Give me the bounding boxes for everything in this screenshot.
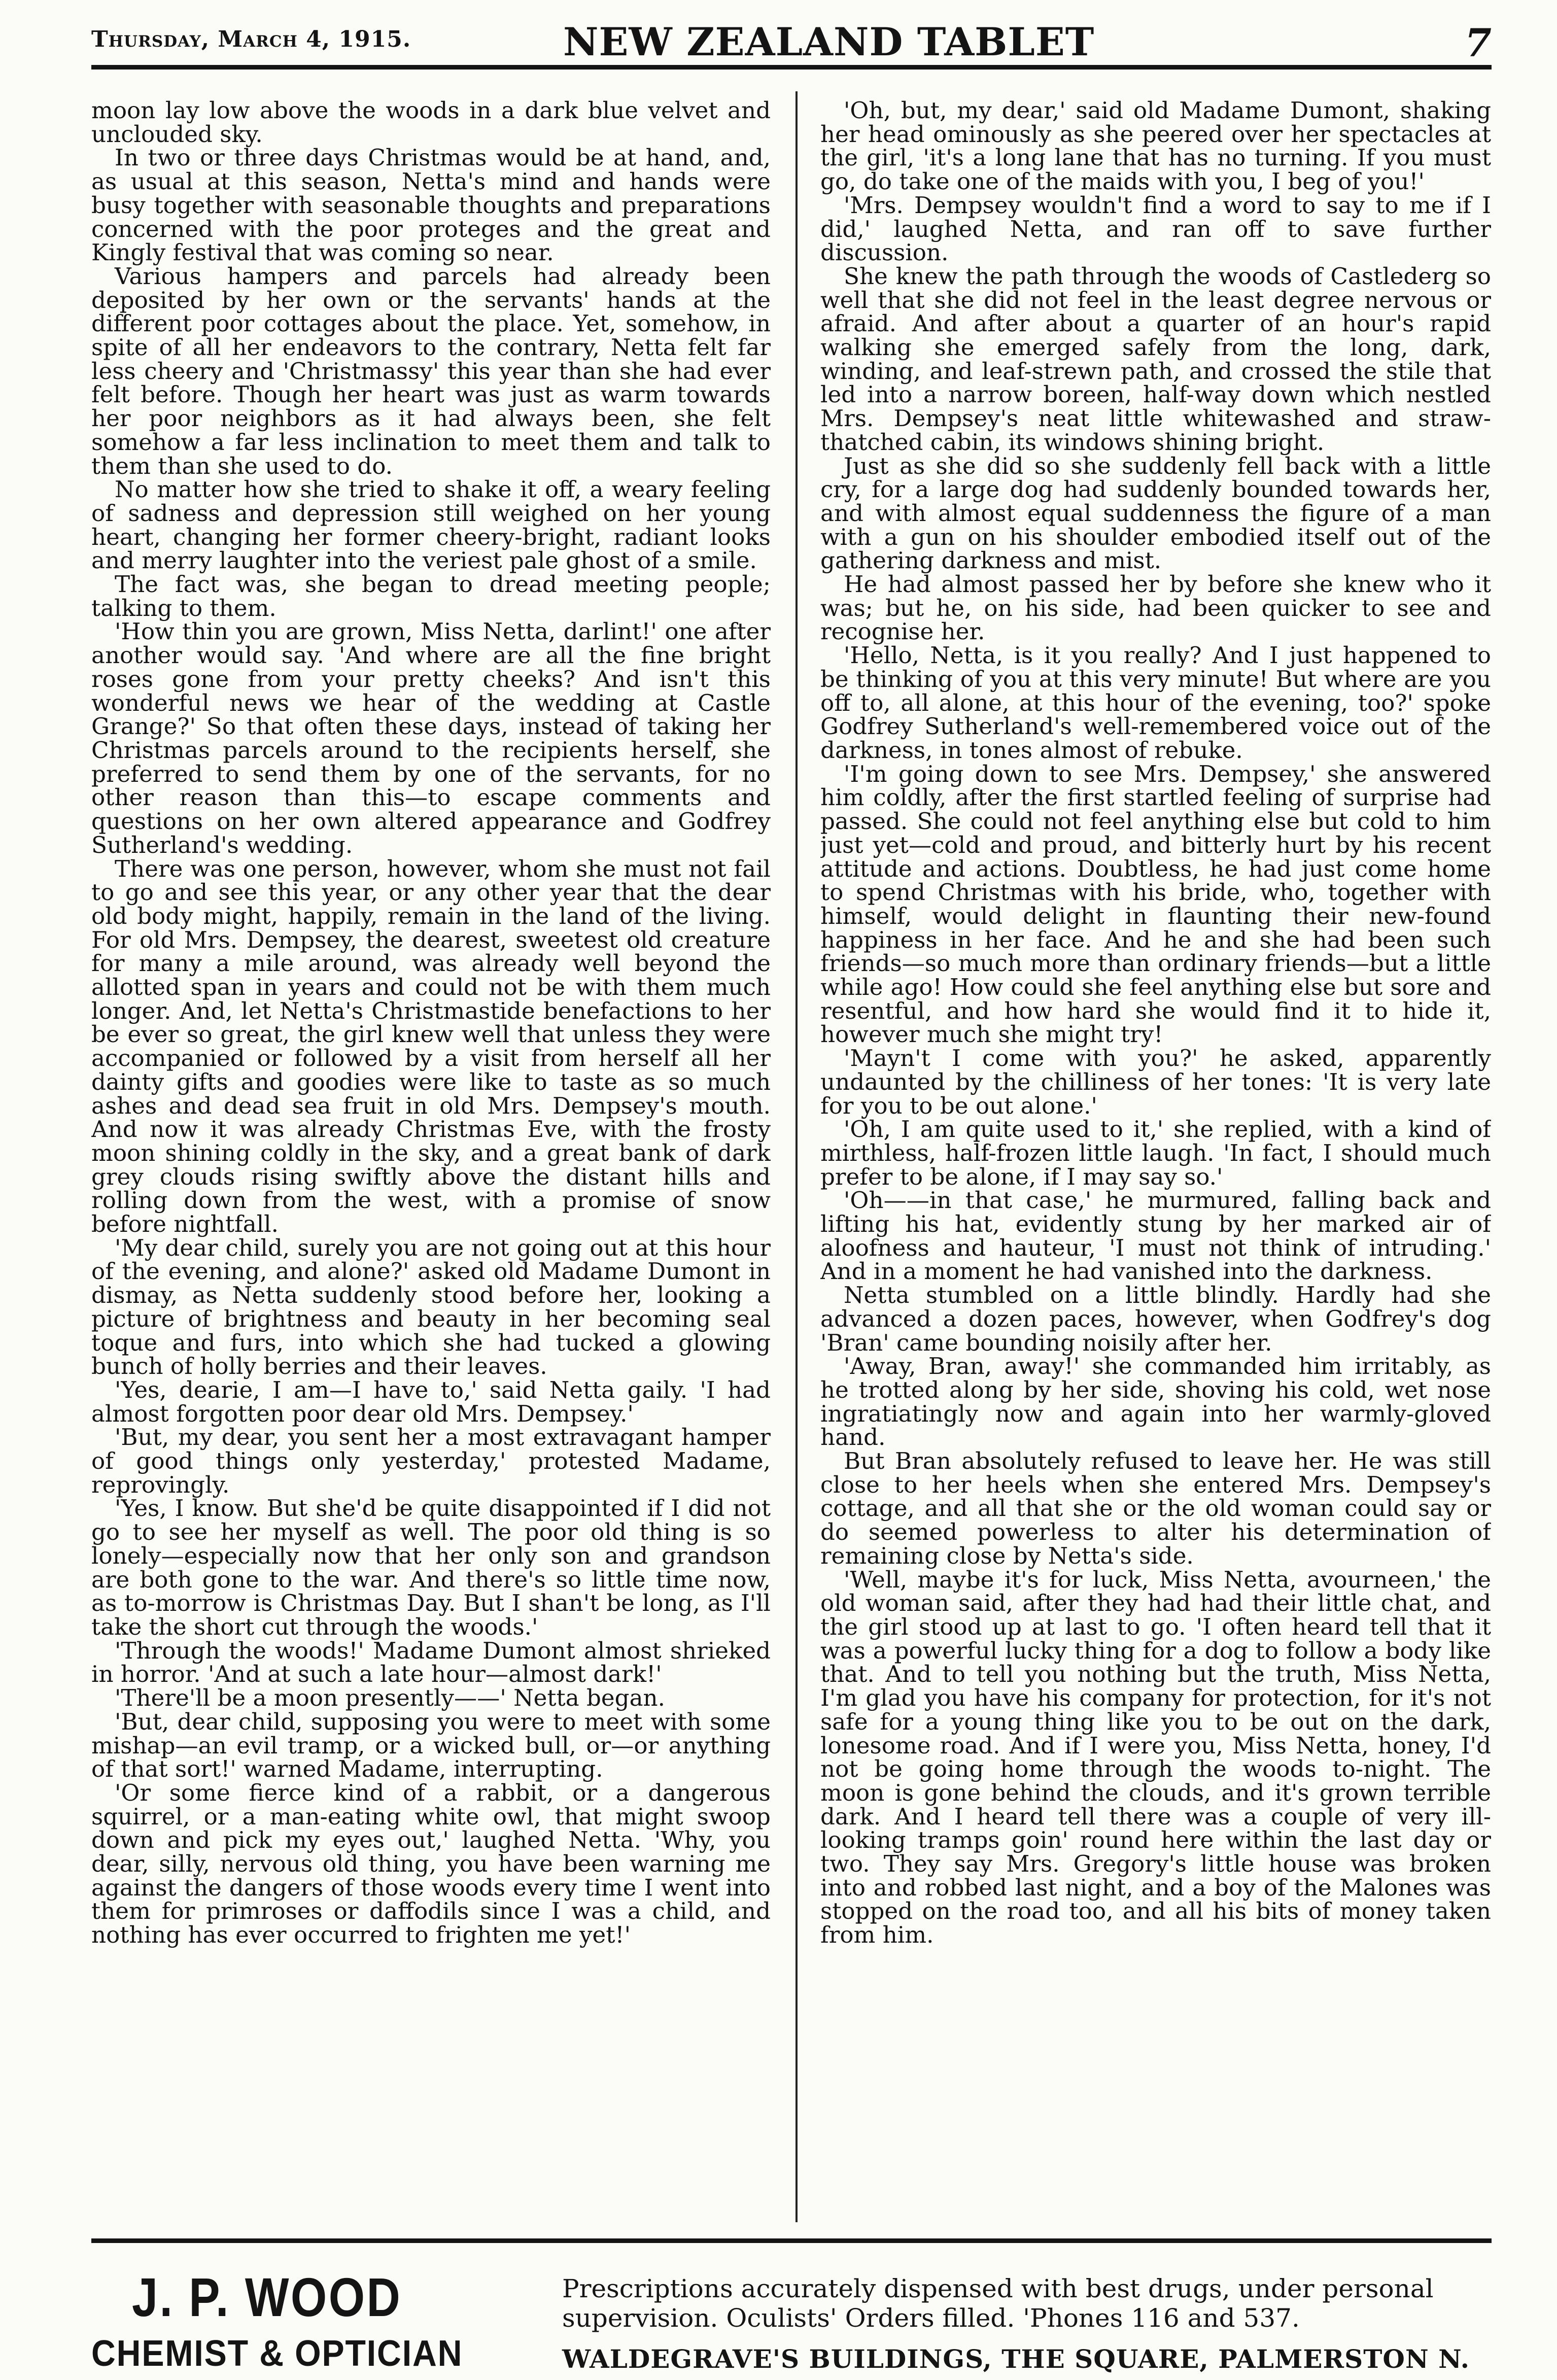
article-paragraph: 'Mayn't I come with you?' he asked, apparently undaunted by the chilliness of her tones: 'It is very late for you to be out alone.'	[820, 1045, 1491, 1119]
masthead-title: NEW ZEALAND TABLET	[563, 19, 1095, 64]
article-paragraph: 'How thin you are grown, Miss Netta, darlint!' one after another would say. 'And where are all the fine bright roses gone from your pretty cheeks? And isn't this wonderful news we hear of the wedding at Castle Grange?' So that often these days, instead of taking her Christmas parcels around to the recipients herself, she preferred to send them by one of the servants, for no other reason than this—to escape comments and questions on her own altered appearance and Godfrey Sutherland's wedding.	[91, 618, 771, 858]
article-paragraph: 'Away, Bran, away!' she commanded him irritably, as he trotted along by her side, shoving his cold, wet nose ingratiatingly now and again into her warmly-gloved hand.	[820, 1353, 1491, 1451]
article-paragraph: 'Oh, I am quite used to it,' she replied, with a kind of mirthless, half-frozen little laugh. 'In fact, I should much prefer to be alone, if I may say so.'	[820, 1116, 1491, 1190]
text-column-left	[91, 99, 771, 2222]
article-paragraph: 'There'll be a moon presently——' Netta began.	[115, 1684, 666, 1712]
ad-description: Prescriptions accurately dispensed with best drugs, under personal supervision. Oculists' Orders filled. 'Phones 116 and 537.	[562, 2274, 1434, 2333]
article-paragraph: 'But, my dear, you sent her a most extravagant hamper of good things only yesterday,' protested Madame, reprovingly.	[91, 1424, 771, 1498]
article-paragraph: 'But, dear child, supposing you were to meet with some mishap—an evil tramp, or a wicked bull, or—or anything of that sort!' warned Madame, interrupting.	[91, 1708, 771, 1783]
article-paragraph: But Bran absolutely refused to leave her. He was still close to her heels when she entered Mrs. Dempsey's cottage, and all that she or the old woman could say or do seemed powerless to alter his determination of remaining close by Netta's side.	[820, 1447, 1491, 1569]
article-paragraph: She knew the path through the woods of Castlederg so well that she did not feel in the least degree nervous or afraid. And after about a quarter of an hour's rapid walking she emerged safely from the long, dark, winding, and leaf-strewn path, and crossed the stile that led into a narrow boreen, half-way down which nestled Mrs. Dempsey's neat little whitewashed and straw-thatched cabin, its windows shining bright.	[820, 262, 1491, 456]
article-paragraph: 'Well, maybe it's for luck, Miss Netta, avourneen,' the old woman said, after they had had their little chat, and the girl stood up at last to go. 'I often heard tell that it was a powerful lucky thing for a dog to follow a body like that. And to tell you nothing but the truth, Miss Netta, I'm glad you have his company for protection, for it's not safe for a young thing like you to be out on the dark, lonesome road. And if I were you, Miss Netta, honey, I'd not be going home through the woods to-night. The moon is gone behind the clouds, and it's grown terrible dark. And I heard tell there was a couple of very ill-looking tramps goin' round here within the last day or two. They say Mrs. Gregory's little house was broken into and robbed last night, and a boy of the Malones was stopped on the road too, and all his bits of money taken from him.	[820, 1566, 1491, 1949]
article-paragraph: 'Mrs. Dempsey wouldn't find a word to say to me if I did,' laughed Netta, and ran off to save further discussion.	[820, 191, 1491, 266]
article-paragraph: Just as she did so she suddenly fell back with a little cry, for a large dog had suddenly bounded towards her, and with almost equal suddenness the figure of a man with a gun on his shoulder embodied itself out of the gathering darkness and mist.	[820, 452, 1491, 574]
article-paragraph: He had almost passed her by before she knew who it was; but he, on his side, had been quicker to see and recognise her.	[820, 571, 1491, 645]
article-paragraph: 'Through the woods!' Madame Dumont almost shrieked in horror. 'And at such a late hour—almost dark!'	[91, 1637, 771, 1688]
issue-date: Thursday, March 4, 1915.	[91, 26, 411, 52]
text-column-right	[820, 99, 1491, 2222]
article-paragraph: 'Yes, dearie, I am—I have to,' said Netta gaily. 'I had almost forgotten poor dear old Mrs. Dempsey.'	[91, 1376, 771, 1427]
article-paragraph: 'Yes, I know. But she'd be quite disappointed if I did not go to see her myself as well. The poor old thing is so lonely—especially now that her only son and grandson are both gone to the war. And there's so little time now, as to-morrow is Christmas Day. But I shan't be long, as I'll take the short cut through the woods.'	[91, 1495, 771, 1640]
header-rule	[91, 65, 1492, 70]
footer-rule	[91, 2238, 1492, 2243]
page-number: 7	[1465, 20, 1492, 65]
column-divider	[795, 91, 798, 2222]
article-paragraph: Various hampers and parcels had already been deposited by her own or the servants' hands at the different poor cottages about the place. Yet, somehow, in spite of all her endeavors to the contrary, Netta felt far less cheery and 'Christmassy' this year than she had ever felt before. Though her heart was just as warm towards her poor neighbors as it had always been, she felt somehow a far less inclination to meet them and talk to them than she used to do.	[91, 262, 771, 479]
article-paragraph: 'Or some fierce kind of a rabbit, or a dangerous squirrel, or a man-eating white owl, that might swoop down and pick my eyes out,' laughed Netta. 'Why, you dear, silly, nervous old thing, you have been warning me against the dangers of those woods every time I went into them for primroses or daffodils since I was a child, and nothing has ever occurred to frighten me yet!'	[91, 1779, 771, 1949]
article-paragraph: 'Oh——in that case,' he murmured, falling back and lifting his hat, evidently stung by her marked air of aloofness and hauteur, 'I must not think of intruding.' And in a moment he had vanished into the darkness.	[820, 1187, 1491, 1285]
page-header	[91, 19, 1492, 65]
article-paragraph: 'My dear child, surely you are not going out at this hour of the evening, and alone?' asked old Madame Dumont in dismay, as Netta suddenly stood before her, looking a picture of brightness and beauty in her becoming seal toque and furs, into which she had tucked a glowing bunch of holly berries and their leaves.	[91, 1234, 771, 1380]
ad-trade: CHEMIST & OPTICIAN	[91, 2333, 463, 2374]
article-paragraph: There was one person, however, whom she must not fail to go and see this year, or any other year that the dear old body might, happily, remain in the land of the living. For old Mrs. Dempsey, the dearest, sweetest old creature for many a mile around, was already well beyond the allotted span in years and could not be with them much longer. And, let Netta's Christmastide benefactions to her be ever so great, the girl knew well that unless they were accompanied or followed by a visit from herself all her dainty gifts and goodies were like to taste as so much ashes and dead sea fruit in old Mrs. Dempsey's mouth. And now it was already Christmas Eve, with the frosty moon shining coldly in the sky, and a great bank of dark grey clouds rising swiftly above the distant hills and rolling down from the west, with a promise of snow before nightfall.	[91, 855, 771, 1238]
article-paragraph: 'Oh, but, my dear,' said old Madame Dumont, shaking her head ominously as she peered over her spectacles at the girl, 'it's a long lane that has no turning. If you must go, do take one of the maids with you, I beg of you!'	[820, 99, 1491, 195]
article-paragraph: 'Hello, Netta, is it you really? And I just happened to be thinking of you at this very minute! But where are you off to, all alone, at this hour of the evening, too?' spoke Godfrey Sutherland's well-remembered voice out of the darkness, in tones almost of rebuke.	[820, 642, 1491, 764]
article-paragraph: In two or three days Christmas would be at hand, and, as usual at this season, Netta's mind and hands were busy together with seasonable thoughts and preparations concerned with the poor proteges and the great and Kingly festival that was coming so near.	[91, 144, 771, 266]
article-paragraph: moon lay low above the woods in a dark blue velvet and unclouded sky.	[91, 99, 771, 148]
ad-business-name: J. P. WOOD	[132, 2266, 402, 2328]
article-paragraph: No matter how she tried to shake it off, a weary feeling of sadness and depression still weighed on her young heart, changing her former cheery-bright, radiant looks and merry laughter into the veriest pale ghost of a smile.	[91, 476, 771, 574]
article-paragraph: Netta stumbled on a little blindly. Hardly had she advanced a dozen paces, however, when Godfrey's dog 'Bran' came bounding noisily after her.	[820, 1282, 1491, 1356]
article-paragraph: 'I'm going down to see Mrs. Dempsey,' she answered him coldly, after the first startled feeling of surprise had passed. She could not feel anything else but cold to him just yet—cold and proud, and bitterly hurt by his recent attitude and actions. Doubtless, he had just come home to spend Christmas with his bride, who, together with himself, would delight in flaunting their new-found happiness in her face. And he and she had been such friends—so much more than ordinary friends—but a little while ago! How could she feel anything else but sore and resentful, and how hard she would find it to hide it, however much she might try!	[820, 760, 1491, 1048]
article-paragraph: The fact was, she began to dread meeting people; talking to them.	[91, 571, 771, 622]
ad-address: WALDEGRAVE'S BUILDINGS, THE SQUARE, PALMERSTON N.	[562, 2344, 1470, 2374]
